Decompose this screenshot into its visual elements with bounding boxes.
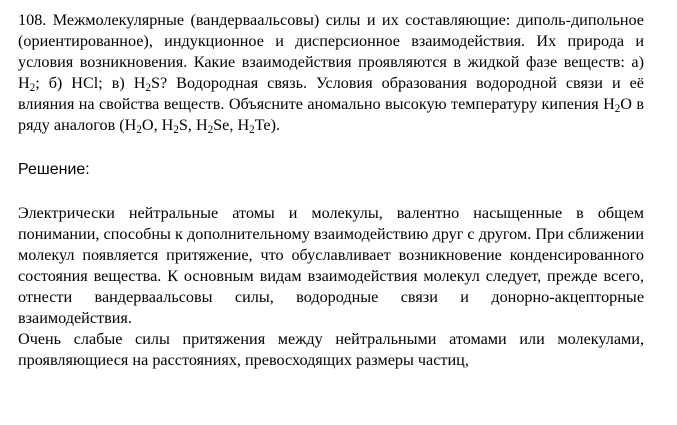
subscript: 2 xyxy=(173,123,179,136)
document-page xyxy=(18,10,644,371)
question-number: 108. xyxy=(18,11,47,29)
subscript: 2 xyxy=(136,123,142,136)
solution-heading: Решение: xyxy=(18,161,90,178)
solution-paragraph-1: Электрически нейтральные атомы и молекулы, валентно насыщенные в общем понимании, способны к дополнительному взаимодействию друг с другом. При сближении молекул появляется притяжение, что обуславливает возникновение конденсированного состояния вещества. К основным видам взаимодействия молекул следует, прежде всего, отнести вандерваальсовы силы, водородные связи и донорно-акцепторные взаимодействия. xyxy=(18,204,644,327)
question-text-part: Se, H xyxy=(213,116,250,134)
subscript: 2 xyxy=(614,102,621,115)
question-text-part: S? Водородная связь. Условия образования водородной связи и её влияния на свойства веществ. Объясните аномально высокую температуру кипения H xyxy=(18,74,644,113)
question-text-part: Межмолекулярные (вандерваальсовы) силы и их составляющие: диполь-дипольное (ориентированное), индукционное и дисперсионное взаимодействия. Их природа и условия возникновения. Какие взаимодействия проявляются в жидкой фазе веществ: а) H xyxy=(18,11,644,92)
question-text-part: ; б) HCl; в) H xyxy=(35,74,146,92)
question-text-part: O в ряду аналогов (H xyxy=(18,95,644,134)
question-text-part: S, H xyxy=(178,116,208,134)
question-text-part: O, H xyxy=(141,116,174,134)
subscript: 2 xyxy=(207,123,214,136)
subscript: 2 xyxy=(249,123,255,136)
subscript: 2 xyxy=(29,81,36,94)
solution-paragraph-2: Очень слабые силы притяжения между нейтральными атомами или молекулами, проявляющиеся на расстояниях, превосходящих размеры частиц, xyxy=(18,330,644,369)
spacer xyxy=(18,136,644,159)
spacer xyxy=(18,180,644,203)
question-text-part: Te). xyxy=(254,116,281,134)
question-text xyxy=(18,10,644,136)
subscript: 2 xyxy=(145,81,151,94)
